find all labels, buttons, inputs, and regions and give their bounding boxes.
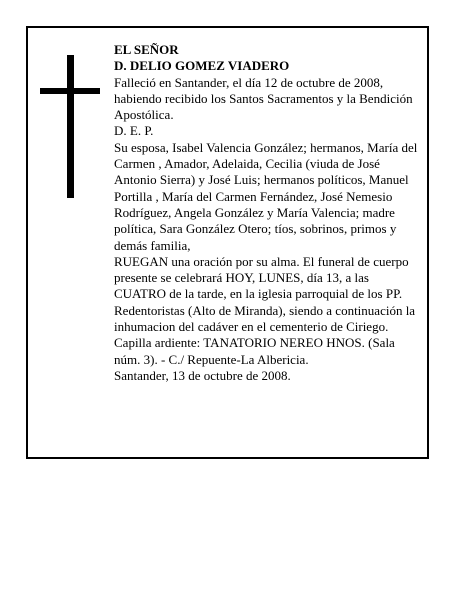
cross-icon <box>40 55 100 198</box>
notice-body <box>114 42 424 384</box>
cross-vertical-bar <box>67 55 74 198</box>
deceased-name: D. DELIO GOMEZ VIADERO <box>114 58 290 74</box>
funeral-request-paragraph: RUEGAN una oración por su alma. El funeral de cuerpo presente se celebrará HOY, LUNES, día 13, a las CUATRO de la tarde, en la iglesia parroquial de los PP. Redentoristas (Alto de Miranda), siendo a continuación la inhumacion del cadáver en el cementerio de Ciriego. Capilla ardiente: TANATORIO NEREO HNOS. (Sala núm. 3). - C./ Repuente-La Albericia. <box>114 253 416 367</box>
family-paragraph: Su esposa, Isabel Valencia González; hermanos, María del Carmen , Amador, Adelaida, Cecilia (viuda de José Antonio Sierra) y José Luis; hermanos políticos, Manuel Portilla , María del Carmen Fernández, José Nemesio Rodríguez, Angela González y María Valencia; madre política, Sara González Otero; tíos, sobrinos, primos y demás familia, <box>114 139 418 253</box>
closing-date-line: Santander, 13 de octubre de 2008. <box>114 367 291 383</box>
notice-title: EL SEÑOR <box>114 42 179 57</box>
obituary-notice <box>26 26 429 459</box>
dep-line: D. E. P. <box>114 123 154 139</box>
death-notice-paragraph: Falleció en Santander, el día 12 de octubre de 2008, habiendo recibido los Santos Sacramentos y la Bendición Apostólica. <box>114 74 413 123</box>
cross-horizontal-bar <box>40 88 100 94</box>
